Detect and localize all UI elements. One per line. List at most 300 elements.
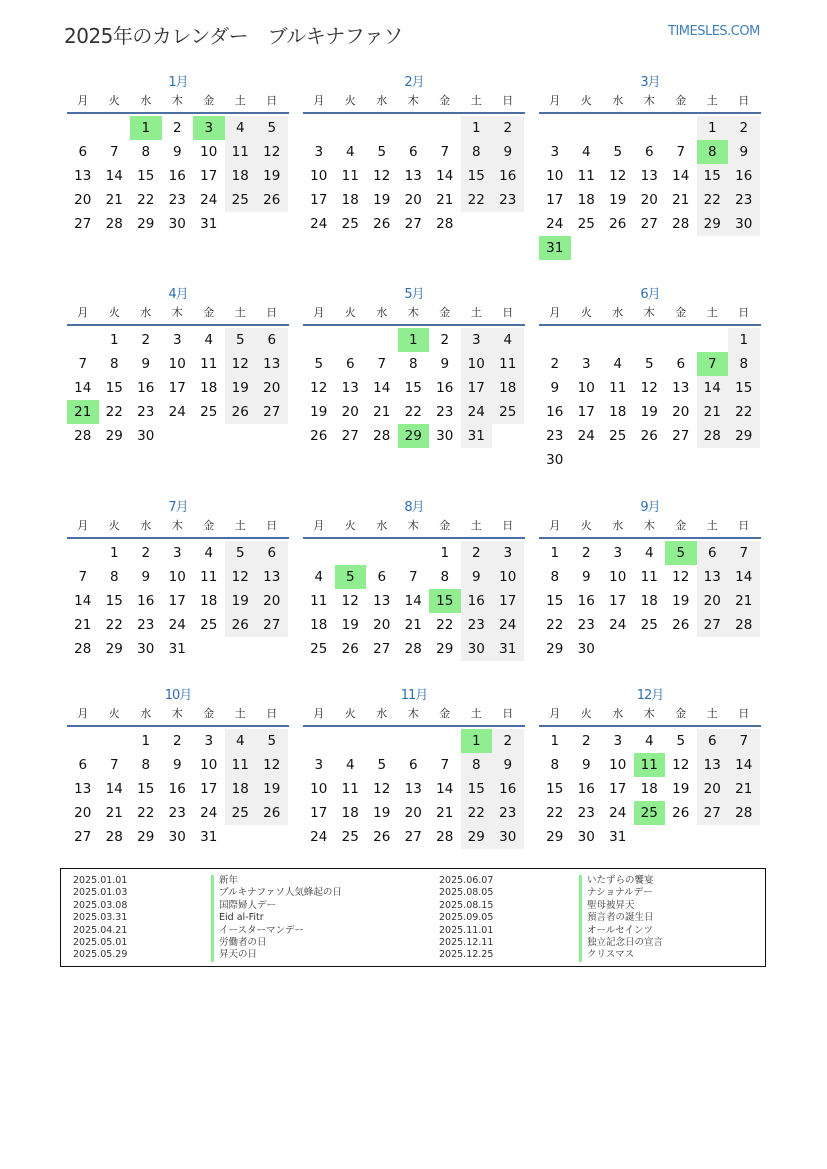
- weekday-label: 土: [706, 707, 718, 720]
- holiday-day-cell: 3: [193, 116, 225, 140]
- empty-cell: [99, 116, 131, 140]
- day-cell: 25: [310, 641, 328, 657]
- weekday-label: 火: [108, 707, 120, 720]
- day-cell: 19: [256, 777, 288, 801]
- day-cell: 19: [672, 593, 690, 609]
- day-cell: 10: [200, 757, 218, 773]
- day-cell: 9: [172, 757, 182, 773]
- day-cell: 21: [728, 589, 760, 613]
- day-cell: 25: [225, 188, 257, 212]
- day-cell: 11: [225, 753, 257, 777]
- day-cell: 24: [168, 404, 186, 420]
- day-cell: 26: [341, 641, 359, 657]
- month-name: 4月: [168, 287, 188, 302]
- day-cell: 21: [436, 805, 454, 821]
- day-cell: 22: [137, 192, 155, 208]
- day-cell: 27: [256, 613, 288, 637]
- day-cell: 8: [408, 356, 418, 372]
- day-cell: 10: [200, 144, 218, 160]
- weekday-label: 金: [675, 306, 687, 319]
- weekday-label: 火: [344, 707, 356, 720]
- day-cell: 26: [310, 428, 328, 444]
- day-cell: 19: [225, 376, 257, 400]
- empty-cell: [335, 541, 367, 565]
- day-cell: 4: [345, 144, 355, 160]
- day-grid: [67, 729, 288, 849]
- weekday-header: [67, 705, 289, 727]
- day-cell: 29: [137, 829, 155, 845]
- day-cell: 22: [404, 404, 422, 420]
- holiday-date: 2025.05.29: [73, 949, 128, 961]
- day-grid: [303, 729, 524, 849]
- day-cell: 9: [728, 140, 760, 164]
- month-name: 12月: [636, 688, 664, 703]
- weekday-label: 金: [675, 94, 687, 107]
- weekday-label: 木: [407, 707, 419, 720]
- month-9: [539, 499, 761, 661]
- weekday-label: 金: [203, 707, 215, 720]
- day-cell: 27: [74, 829, 92, 845]
- weekday-header: [67, 92, 289, 114]
- weekday-label: 火: [344, 306, 356, 319]
- empty-cell: [429, 729, 461, 753]
- day-cell: 25: [640, 617, 658, 633]
- day-cell: 28: [697, 424, 729, 448]
- month-name: 1月: [168, 75, 188, 90]
- day-cell: 16: [168, 781, 186, 797]
- day-cell: 7: [78, 356, 88, 372]
- day-cell: 3: [172, 332, 182, 348]
- day-cell: 14: [728, 753, 760, 777]
- weekday-label: 土: [470, 306, 482, 319]
- day-cell: 24: [168, 617, 186, 633]
- day-cell: 26: [640, 428, 658, 444]
- empty-cell: [335, 729, 367, 753]
- day-cell: 31: [200, 829, 218, 845]
- day-cell: 15: [137, 168, 155, 184]
- day-cell: 14: [728, 565, 760, 589]
- weekday-label: 木: [643, 94, 655, 107]
- weekday-label: 金: [675, 707, 687, 720]
- weekday-label: 日: [738, 306, 750, 319]
- day-cell: 6: [377, 569, 387, 585]
- day-cell: 10: [168, 569, 186, 585]
- day-cell: 7: [109, 757, 119, 773]
- empty-cell: [634, 116, 666, 140]
- day-cell: 6: [676, 356, 686, 372]
- day-cell: 17: [461, 376, 493, 400]
- day-cell: 16: [546, 404, 564, 420]
- day-cell: 19: [373, 805, 391, 821]
- empty-cell: [366, 116, 398, 140]
- empty-cell: [366, 328, 398, 352]
- weekday-label: 水: [140, 707, 152, 720]
- day-cell: 10: [492, 565, 524, 589]
- day-cell: 28: [404, 641, 422, 657]
- day-cell: 5: [377, 757, 387, 773]
- day-cell: 4: [581, 144, 591, 160]
- weekday-label: 日: [502, 306, 514, 319]
- empty-cell: [602, 328, 634, 352]
- month-name: 6月: [640, 287, 660, 302]
- day-cell: 2: [172, 733, 182, 749]
- day-cell: 15: [404, 380, 422, 396]
- weekday-header: [303, 92, 525, 114]
- day-cell: 29: [697, 212, 729, 236]
- page-title: 2025年のカレンダー ブルキナファソ: [64, 24, 403, 48]
- day-grid: [303, 116, 524, 236]
- day-cell: 9: [581, 757, 591, 773]
- weekday-label: 水: [140, 519, 152, 532]
- day-cell: 12: [640, 380, 658, 396]
- weekday-label: 月: [77, 519, 89, 532]
- day-cell: 12: [373, 168, 391, 184]
- holiday-date: 2025.08.05: [439, 887, 494, 899]
- day-cell: 23: [436, 404, 454, 420]
- day-cell: 13: [404, 168, 422, 184]
- day-cell: 28: [672, 216, 690, 232]
- weekday-label: 火: [108, 306, 120, 319]
- weekday-header: [303, 304, 525, 326]
- day-cell: 27: [256, 400, 288, 424]
- weekday-header: [67, 304, 289, 326]
- day-cell: 15: [137, 781, 155, 797]
- day-cell: 3: [314, 144, 324, 160]
- holiday-dates-left: [73, 875, 127, 962]
- day-cell: 4: [204, 332, 214, 348]
- day-cell: 4: [204, 545, 214, 561]
- day-cell: 24: [200, 192, 218, 208]
- day-cell: 4: [613, 356, 623, 372]
- empty-cell: [398, 729, 430, 753]
- day-cell: 18: [609, 404, 627, 420]
- day-cell: 29: [436, 641, 454, 657]
- day-cell: 19: [640, 404, 658, 420]
- day-cell: 11: [609, 380, 627, 396]
- day-cell: 2: [440, 332, 450, 348]
- day-cell: 9: [141, 356, 151, 372]
- day-cell: 20: [341, 404, 359, 420]
- day-cell: 5: [644, 356, 654, 372]
- weekday-label: 水: [376, 94, 388, 107]
- day-cell: 13: [341, 380, 359, 396]
- day-cell: 5: [314, 356, 324, 372]
- day-cell: 22: [461, 188, 493, 212]
- empty-cell: [67, 116, 99, 140]
- day-cell: 9: [440, 356, 450, 372]
- day-cell: 10: [577, 380, 595, 396]
- day-cell: 21: [672, 192, 690, 208]
- day-cell: 5: [225, 541, 257, 565]
- weekday-header: [539, 705, 761, 727]
- day-cell: 26: [225, 400, 257, 424]
- day-cell: 1: [550, 733, 560, 749]
- month-name: 10月: [164, 688, 192, 703]
- day-cell: 9: [550, 380, 560, 396]
- holiday-name: 聖母被昇天: [579, 900, 663, 912]
- holiday-name: イースターマンデー: [211, 925, 342, 937]
- day-cell: 21: [373, 404, 391, 420]
- day-cell: 4: [492, 328, 524, 352]
- day-cell: 2: [492, 116, 524, 140]
- day-cell: 7: [440, 757, 450, 773]
- day-cell: 19: [310, 404, 328, 420]
- day-cell: 26: [373, 216, 391, 232]
- day-cell: 16: [137, 380, 155, 396]
- day-cell: 10: [546, 168, 564, 184]
- day-cell: 3: [550, 144, 560, 160]
- day-cell: 17: [168, 380, 186, 396]
- weekday-label: 木: [643, 306, 655, 319]
- weekday-label: 火: [108, 519, 120, 532]
- day-cell: 20: [640, 192, 658, 208]
- day-cell: 12: [310, 380, 328, 396]
- holiday-name: ブルキナファソ人気蜂起の日: [211, 887, 342, 899]
- holiday-day-cell: 31: [539, 236, 571, 260]
- weekday-header: [303, 705, 525, 727]
- holiday-date: 2025.09.05: [439, 912, 494, 924]
- day-cell: 30: [168, 216, 186, 232]
- day-cell: 27: [640, 216, 658, 232]
- holiday-day-cell: 15: [429, 589, 461, 613]
- weekday-label: 金: [439, 306, 451, 319]
- day-cell: 2: [172, 120, 182, 136]
- day-cell: 20: [74, 192, 92, 208]
- day-cell: 8: [461, 753, 493, 777]
- holiday-name: 預言者の誕生日: [579, 912, 663, 924]
- weekday-label: 月: [313, 94, 325, 107]
- empty-cell: [634, 328, 666, 352]
- day-cell: 15: [461, 164, 493, 188]
- day-cell: 29: [461, 825, 493, 849]
- day-cell: 7: [109, 144, 119, 160]
- day-cell: 16: [728, 164, 760, 188]
- weekday-label: 土: [234, 94, 246, 107]
- day-cell: 11: [492, 352, 524, 376]
- day-cell: 30: [461, 637, 493, 661]
- day-cell: 16: [577, 781, 595, 797]
- day-cell: 17: [609, 781, 627, 797]
- day-cell: 18: [640, 781, 658, 797]
- day-cell: 7: [440, 144, 450, 160]
- weekday-label: 月: [549, 94, 561, 107]
- weekday-label: 水: [140, 306, 152, 319]
- day-cell: 30: [168, 829, 186, 845]
- weekday-label: 月: [313, 306, 325, 319]
- weekday-label: 日: [738, 707, 750, 720]
- day-cell: 4: [644, 733, 654, 749]
- day-cell: 13: [404, 781, 422, 797]
- day-cell: 5: [377, 144, 387, 160]
- day-cell: 6: [345, 356, 355, 372]
- day-cell: 22: [546, 617, 564, 633]
- day-cell: 1: [461, 116, 493, 140]
- day-cell: 17: [310, 192, 328, 208]
- day-cell: 26: [373, 829, 391, 845]
- day-cell: 28: [74, 428, 92, 444]
- day-cell: 25: [341, 216, 359, 232]
- day-cell: 11: [640, 569, 658, 585]
- day-cell: 24: [310, 216, 328, 232]
- empty-cell: [665, 328, 697, 352]
- month-name: 3月: [640, 75, 660, 90]
- day-cell: 31: [461, 424, 493, 448]
- brand-link[interactable]: TIMESLES.COM: [668, 24, 760, 39]
- day-cell: 23: [461, 613, 493, 637]
- weekday-label: 火: [580, 707, 592, 720]
- empty-cell: [571, 116, 603, 140]
- day-cell: 9: [492, 140, 524, 164]
- day-grid: [539, 116, 760, 260]
- day-cell: 11: [200, 569, 218, 585]
- empty-cell: [366, 729, 398, 753]
- day-cell: 3: [613, 733, 623, 749]
- day-cell: 3: [204, 733, 214, 749]
- day-cell: 27: [404, 216, 422, 232]
- day-grid: [539, 729, 760, 849]
- weekday-label: 木: [643, 519, 655, 532]
- weekday-label: 水: [612, 519, 624, 532]
- day-grid: [303, 541, 524, 661]
- empty-cell: [67, 328, 99, 352]
- day-cell: 9: [492, 753, 524, 777]
- day-cell: 26: [672, 617, 690, 633]
- day-cell: 30: [137, 641, 155, 657]
- holiday-name: 昇天の日: [211, 949, 342, 961]
- day-cell: 27: [373, 641, 391, 657]
- day-cell: 1: [109, 332, 119, 348]
- day-cell: 8: [141, 144, 151, 160]
- day-cell: 20: [404, 805, 422, 821]
- weekday-label: 金: [439, 707, 451, 720]
- weekday-label: 日: [738, 519, 750, 532]
- day-cell: 25: [200, 404, 218, 420]
- holiday-date: 2025.03.08: [73, 899, 128, 911]
- day-cell: 23: [728, 188, 760, 212]
- day-cell: 4: [644, 545, 654, 561]
- empty-cell: [303, 116, 335, 140]
- day-cell: 10: [310, 168, 328, 184]
- weekday-label: 金: [203, 519, 215, 532]
- day-cell: 11: [341, 168, 359, 184]
- day-cell: 3: [172, 545, 182, 561]
- day-cell: 15: [728, 376, 760, 400]
- day-cell: 24: [310, 829, 328, 845]
- day-cell: 23: [137, 617, 155, 633]
- weekday-label: 土: [470, 94, 482, 107]
- empty-cell: [602, 116, 634, 140]
- day-cell: 28: [436, 829, 454, 845]
- weekday-label: 火: [580, 306, 592, 319]
- day-cell: 11: [225, 140, 257, 164]
- day-cell: 5: [613, 144, 623, 160]
- weekday-label: 火: [344, 94, 356, 107]
- day-cell: 30: [137, 428, 155, 444]
- weekday-label: 月: [313, 519, 325, 532]
- month-name: 7月: [168, 500, 188, 515]
- holiday-date: 2025.03.31: [73, 912, 128, 924]
- weekday-label: 水: [376, 519, 388, 532]
- day-cell: 23: [492, 801, 524, 825]
- month-4: [67, 286, 289, 448]
- day-cell: 17: [492, 589, 524, 613]
- day-cell: 12: [341, 593, 359, 609]
- day-cell: 17: [609, 593, 627, 609]
- day-cell: 11: [310, 593, 328, 609]
- day-cell: 24: [546, 216, 564, 232]
- day-cell: 26: [225, 613, 257, 637]
- day-cell: 2: [141, 545, 151, 561]
- day-cell: 9: [172, 144, 182, 160]
- day-grid: [67, 541, 288, 661]
- day-cell: 24: [609, 617, 627, 633]
- day-cell: 6: [78, 144, 88, 160]
- empty-cell: [303, 328, 335, 352]
- day-cell: 20: [672, 404, 690, 420]
- day-cell: 12: [672, 569, 690, 585]
- day-cell: 3: [613, 545, 623, 561]
- weekday-label: 日: [266, 306, 278, 319]
- day-cell: 2: [581, 733, 591, 749]
- day-cell: 27: [697, 801, 729, 825]
- empty-cell: [335, 116, 367, 140]
- day-cell: 24: [492, 613, 524, 637]
- weekday-label: 木: [171, 306, 183, 319]
- day-cell: 18: [200, 380, 218, 396]
- day-cell: 17: [577, 404, 595, 420]
- day-cell: 27: [74, 216, 92, 232]
- day-cell: 6: [408, 757, 418, 773]
- day-cell: 22: [436, 617, 454, 633]
- weekday-label: 月: [77, 306, 89, 319]
- holiday-date: 2025.01.01: [73, 875, 128, 886]
- day-cell: 24: [577, 428, 595, 444]
- day-cell: 19: [609, 192, 627, 208]
- day-cell: 23: [168, 805, 186, 821]
- day-cell: 10: [310, 781, 328, 797]
- day-cell: 4: [225, 116, 257, 140]
- month-name: 8月: [404, 500, 424, 515]
- weekday-label: 土: [470, 519, 482, 532]
- day-cell: 7: [728, 729, 760, 753]
- holiday-name: Eid al-Fitr: [211, 912, 342, 924]
- day-cell: 17: [546, 192, 564, 208]
- holiday-list: [60, 868, 766, 967]
- day-cell: 8: [141, 757, 151, 773]
- holiday-names-left: [211, 875, 342, 962]
- day-cell: 2: [728, 116, 760, 140]
- weekday-label: 日: [266, 707, 278, 720]
- weekday-header: [539, 517, 761, 539]
- day-cell: 1: [141, 733, 151, 749]
- day-cell: 30: [577, 641, 595, 657]
- weekday-label: 日: [502, 94, 514, 107]
- day-cell: 26: [609, 216, 627, 232]
- day-cell: 9: [461, 565, 493, 589]
- month-10: [67, 687, 289, 849]
- day-cell: 13: [256, 565, 288, 589]
- weekday-label: 金: [675, 519, 687, 532]
- weekday-label: 木: [407, 94, 419, 107]
- day-cell: 17: [200, 168, 218, 184]
- month-12: [539, 687, 761, 849]
- month-name: 5月: [404, 287, 424, 302]
- day-grid: [539, 541, 760, 661]
- day-cell: 2: [461, 541, 493, 565]
- empty-cell: [398, 116, 430, 140]
- weekday-label: 日: [738, 94, 750, 107]
- day-cell: 4: [225, 729, 257, 753]
